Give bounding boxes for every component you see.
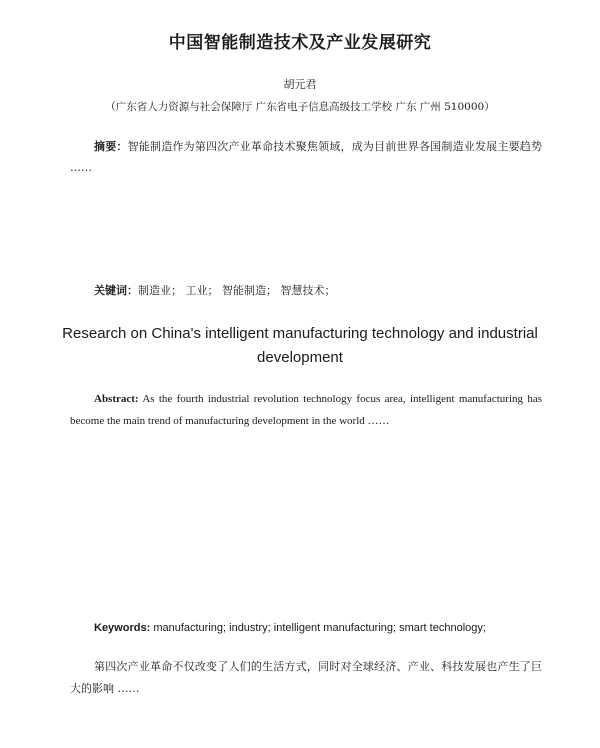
chinese-keywords-label: 关键词：	[94, 284, 138, 297]
author-name: 胡元君	[283, 78, 317, 91]
chinese-abstract-text: 智能制造作为第四次产业革命技术聚焦领域，成为目前世界各国制造业发展主要趋势 ……	[70, 140, 543, 174]
english-keywords-text: manufacturing; industry; intelligent manufacturing; smart technology;	[153, 622, 486, 634]
author-affiliation: （广东省人力资源与社会保障厅 广东省电子信息高级技工学校 广东 广州 510000）	[105, 101, 495, 113]
english-abstract-text: As the fourth industrial revolution technology focus area, intelligent manufacturing has become the main trend of manufacturing development in the world ……	[70, 393, 542, 427]
chinese-abstract	[70, 136, 542, 178]
chinese-keywords	[70, 280, 542, 301]
english-keywords	[70, 618, 542, 639]
chinese-keywords-text: 制造业； 工业； 智能制造； 智慧技术；	[138, 284, 336, 297]
english-abstract-label: Abstract:	[94, 393, 139, 405]
chinese-title: 中国智能制造技术及产业发展研究	[168, 33, 432, 53]
english-abstract	[70, 388, 542, 432]
body-paragraph: 第四次产业革命不仅改变了人们的生活方式，同时对全球经济、产业、科技发展也产生了巨大的影响 ……	[70, 660, 542, 695]
english-keywords-label: Keywords:	[94, 622, 151, 634]
chinese-abstract-label: 摘要：	[94, 140, 128, 153]
english-title: Research on China's intelligent manufacturing technology and industrial development	[62, 325, 538, 366]
